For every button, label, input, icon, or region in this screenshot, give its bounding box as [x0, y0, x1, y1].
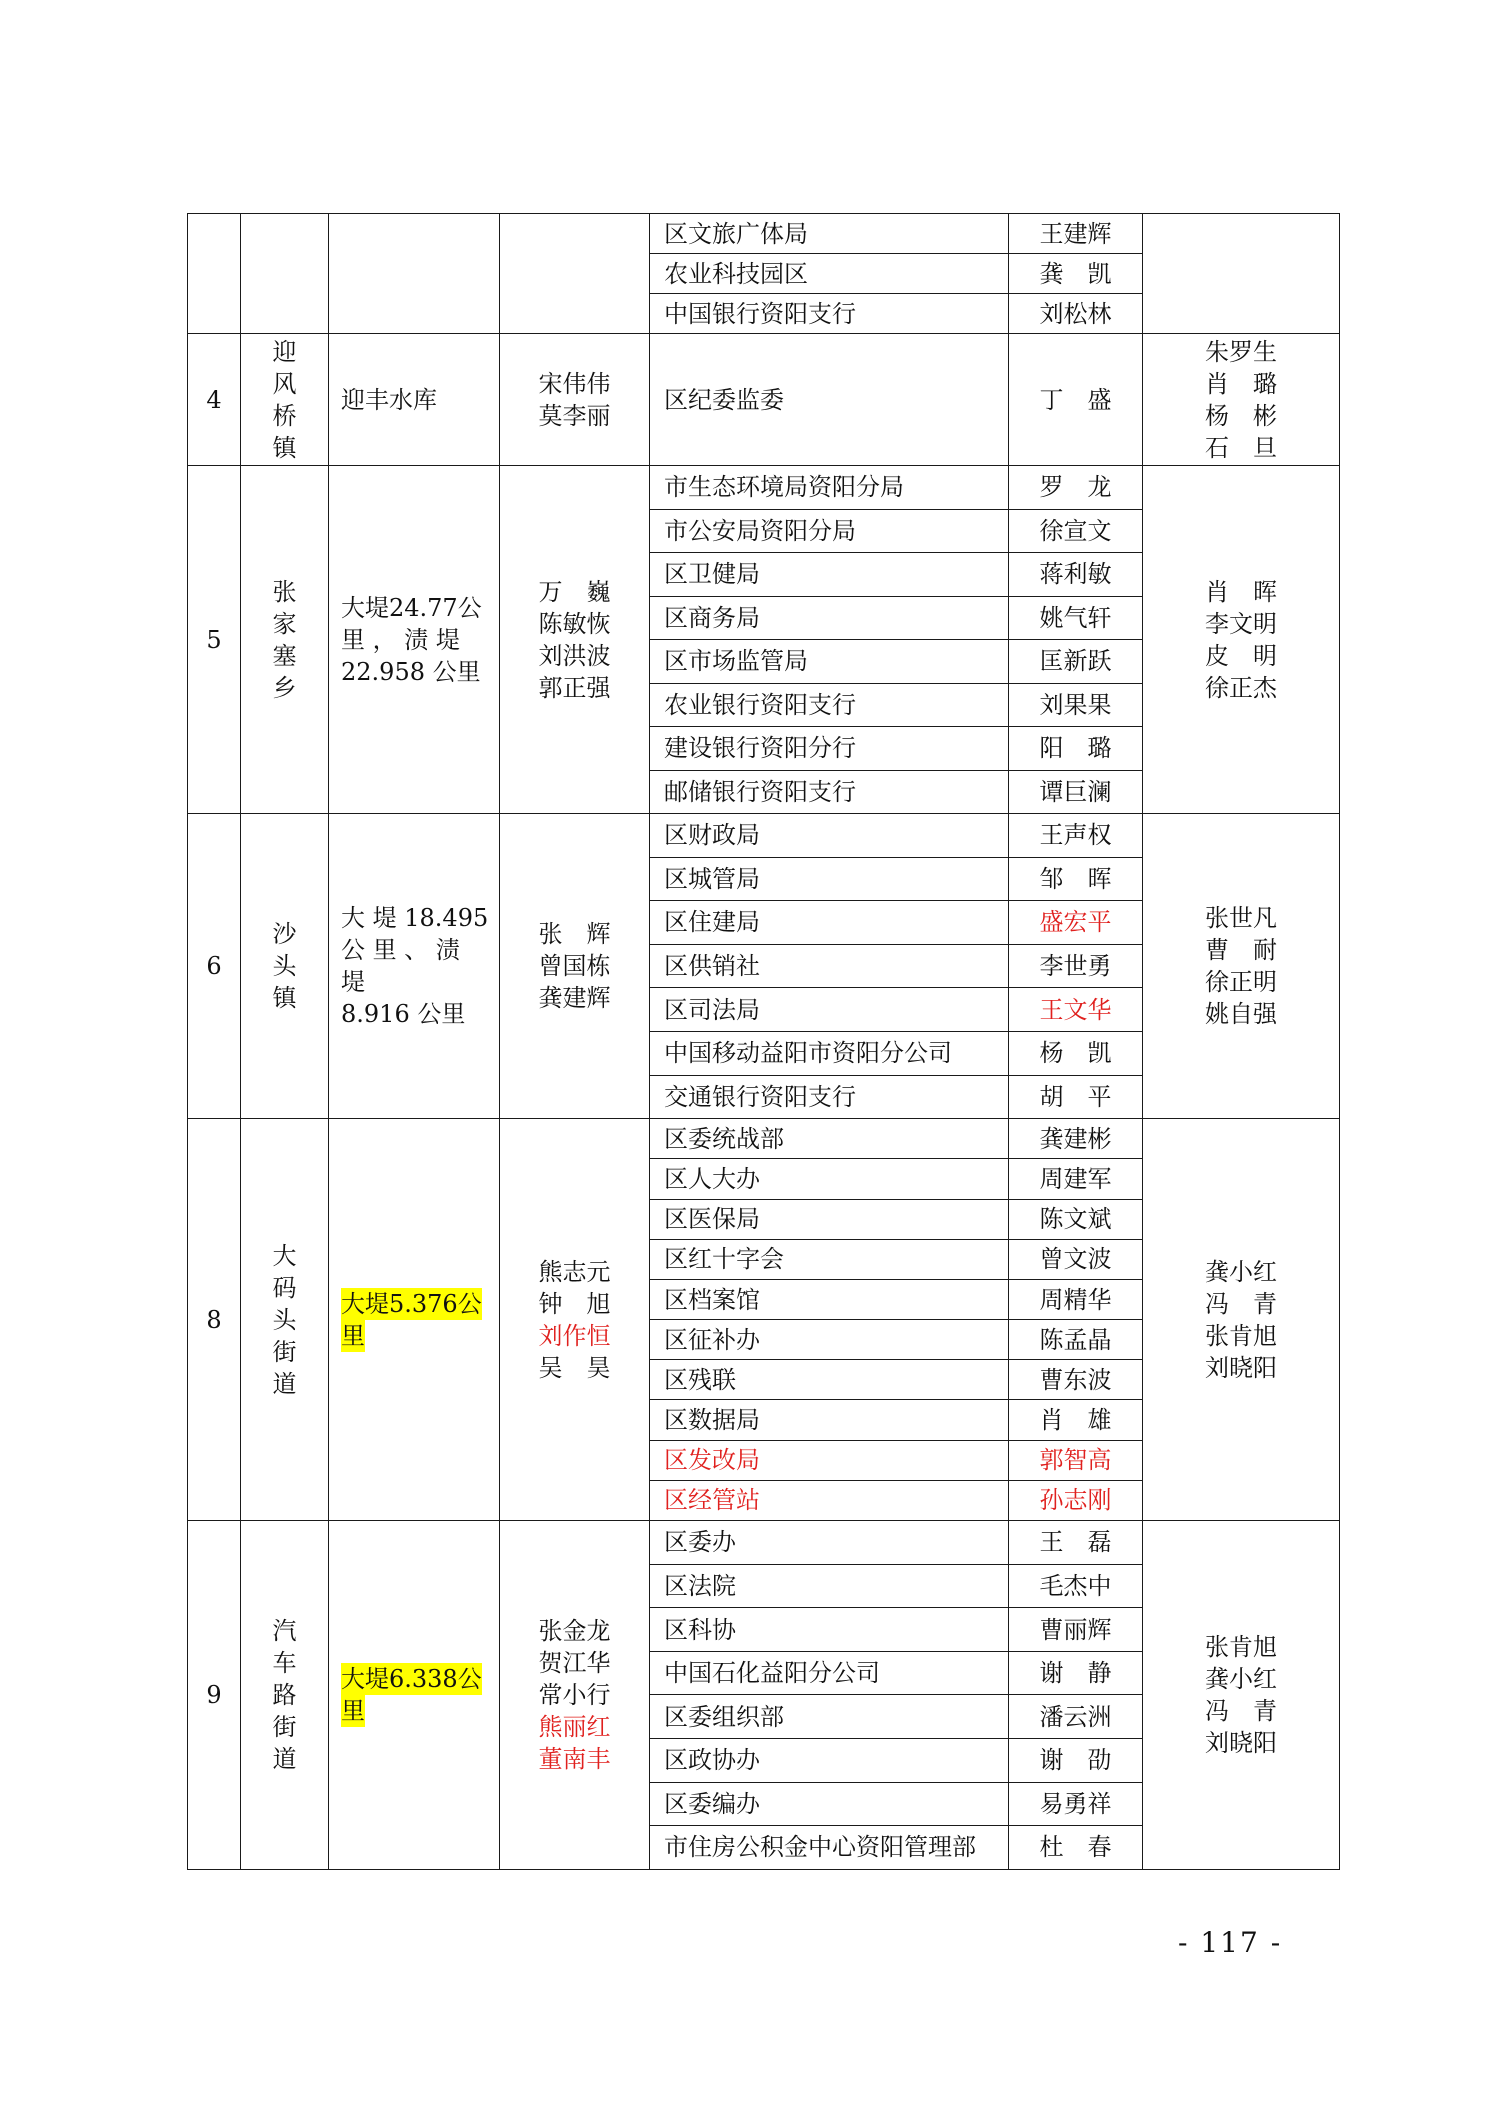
town-char: 风 [272, 369, 297, 398]
serial-number-cell: 5 [188, 466, 241, 814]
unit-name-cell: 区数据局 [650, 1400, 1009, 1440]
dike-length-line: 8.916 公里 [341, 1000, 466, 1029]
leader-name: 陈敏恢 [538, 609, 611, 638]
responsible-name: 皮 明 [1205, 641, 1277, 670]
unit-name-cell: 区残联 [650, 1360, 1009, 1400]
dike-length-line: 大堤5.376公 [341, 1289, 482, 1318]
responsible-name: 曹 耐 [1205, 936, 1277, 965]
unit-person-cell: 姚气轩 [1009, 596, 1143, 640]
town-char: 头 [272, 952, 297, 981]
leader-name: 董南丰 [538, 1744, 611, 1773]
unit-name-cell: 农业银行资阳支行 [650, 683, 1009, 727]
unit-name-cell: 区征补办 [650, 1320, 1009, 1360]
leader-name: 莫李丽 [538, 401, 611, 430]
town-cell [241, 1119, 329, 1521]
leader-name: 吴 昊 [538, 1353, 611, 1382]
responsible-name: 李文明 [1205, 609, 1277, 638]
serial-number-cell: 8 [188, 1119, 241, 1521]
responsible-name: 张世凡 [1205, 904, 1277, 933]
responsible-cell [1143, 1119, 1340, 1521]
serial-number-cell [188, 214, 241, 334]
dike-length-line: 22.958 公里 [341, 657, 481, 686]
leader-name: 刘洪波 [538, 641, 611, 670]
unit-name-cell: 区住建局 [650, 901, 1009, 945]
leader-cell [500, 814, 650, 1119]
unit-name-cell: 区经管站 [650, 1480, 1009, 1520]
leader-name: 常小行 [538, 1680, 611, 1709]
unit-name-cell: 区卫健局 [650, 553, 1009, 597]
dike-length-line: 大堤6.338公 [341, 1664, 482, 1693]
dike-length-line: 大堤24.77公 [341, 593, 482, 622]
responsible-name: 张肯旭 [1205, 1632, 1277, 1661]
serial-number-cell: 6 [188, 814, 241, 1119]
unit-name-cell: 农业科技园区 [650, 254, 1009, 294]
unit-name-cell: 中国石化益阳分公司 [650, 1651, 1009, 1695]
unit-name-cell: 市住房公积金中心资阳管理部 [650, 1826, 1009, 1870]
responsible-cell [1143, 1521, 1340, 1870]
unit-person-cell: 罗 龙 [1009, 466, 1143, 510]
unit-person-cell: 谢 静 [1009, 1651, 1143, 1695]
unit-person-cell: 王 磊 [1009, 1521, 1143, 1565]
unit-person-cell: 丁 盛 [1009, 334, 1143, 466]
unit-name-cell: 区市场监管局 [650, 640, 1009, 684]
unit-name-cell: 区纪委监委 [650, 334, 1009, 466]
leader-name: 郭正强 [538, 673, 611, 702]
town-cell [241, 1521, 329, 1870]
unit-name-cell: 区档案馆 [650, 1279, 1009, 1319]
unit-person-cell: 谢 劭 [1009, 1739, 1143, 1783]
unit-person-cell: 邹 晖 [1009, 857, 1143, 901]
town-char: 车 [272, 1648, 297, 1677]
dike-length-cell [329, 814, 500, 1119]
unit-person-cell: 谭巨澜 [1009, 770, 1143, 814]
unit-name-cell: 区委编办 [650, 1782, 1009, 1826]
town-char: 桥 [272, 401, 297, 430]
responsible-name: 肖 晖 [1205, 577, 1277, 606]
town-char: 大 [272, 1241, 297, 1270]
leader-name: 钟 旭 [538, 1289, 611, 1318]
town-char: 码 [272, 1273, 297, 1302]
dike-length-cell [329, 1119, 500, 1521]
unit-name-cell: 区财政局 [650, 814, 1009, 858]
unit-person-cell: 曾文波 [1009, 1239, 1143, 1279]
unit-person-cell: 盛宏平 [1009, 901, 1143, 945]
unit-person-cell: 阳 璐 [1009, 727, 1143, 771]
unit-name-cell: 区城管局 [650, 857, 1009, 901]
responsible-name: 徐正明 [1205, 968, 1277, 997]
town-char: 家 [272, 609, 297, 638]
dike-length-line: 里 ， 渍 堤 [341, 625, 460, 654]
leader-name: 贺江华 [538, 1648, 611, 1677]
unit-name-cell: 区发改局 [650, 1440, 1009, 1480]
unit-name-cell: 区红十字会 [650, 1239, 1009, 1279]
dike-length-cell [329, 214, 500, 334]
town-cell [241, 334, 329, 466]
town-char: 道 [272, 1369, 297, 1398]
unit-person-cell: 曹丽辉 [1009, 1608, 1143, 1652]
unit-name-cell: 建设银行资阳分行 [650, 727, 1009, 771]
unit-name-cell: 区委办 [650, 1521, 1009, 1565]
town-char: 镇 [272, 984, 297, 1013]
unit-name-cell: 区文旅广体局 [650, 214, 1009, 254]
leader-name: 张 辉 [538, 920, 611, 949]
unit-name-cell: 区科协 [650, 1608, 1009, 1652]
responsible-name: 刘晓阳 [1205, 1353, 1277, 1382]
responsible-cell [1143, 214, 1340, 334]
unit-name-cell: 区医保局 [650, 1199, 1009, 1239]
unit-person-cell: 陈孟晶 [1009, 1320, 1143, 1360]
town-char: 头 [272, 1305, 297, 1334]
leader-cell [500, 214, 650, 334]
unit-person-cell: 郭智高 [1009, 1440, 1143, 1480]
leader-cell [500, 1119, 650, 1521]
unit-person-cell: 周建军 [1009, 1159, 1143, 1199]
unit-name-cell: 区供销社 [650, 944, 1009, 988]
unit-person-cell: 易勇祥 [1009, 1782, 1143, 1826]
leader-name: 万 巍 [538, 577, 611, 606]
responsible-name: 冯 青 [1205, 1696, 1277, 1725]
town-char: 汽 [272, 1616, 297, 1645]
unit-person-cell: 毛杰中 [1009, 1564, 1143, 1608]
unit-name-cell: 交通银行资阳支行 [650, 1075, 1009, 1119]
unit-person-cell: 龚 凯 [1009, 254, 1143, 294]
serial-number-cell: 4 [188, 334, 241, 466]
unit-person-cell: 刘松林 [1009, 294, 1143, 334]
town-char: 塞 [272, 641, 297, 670]
unit-person-cell: 刘果果 [1009, 683, 1143, 727]
responsible-cell [1143, 814, 1340, 1119]
unit-name-cell: 区政协办 [650, 1739, 1009, 1783]
leader-name: 宋伟伟 [538, 369, 611, 398]
leader-name: 龚建辉 [538, 984, 611, 1013]
unit-person-cell: 陈文斌 [1009, 1199, 1143, 1239]
dike-length-line: 里 [341, 1321, 365, 1350]
unit-person-cell: 杜 春 [1009, 1826, 1143, 1870]
unit-person-cell: 王建辉 [1009, 214, 1143, 254]
dike-length-line: 公 里 、 渍 堤 [341, 936, 460, 997]
serial-number-cell: 9 [188, 1521, 241, 1870]
town-char: 镇 [272, 433, 297, 462]
table-row [188, 466, 1340, 510]
assignment-table [187, 213, 1340, 1870]
responsible-name: 徐正杰 [1205, 673, 1277, 702]
responsible-cell [1143, 334, 1340, 466]
leader-cell [500, 466, 650, 814]
responsible-name: 朱罗生 [1205, 337, 1277, 366]
dike-length-cell [329, 466, 500, 814]
table-row [188, 334, 1340, 466]
leader-name: 曾国栋 [538, 952, 611, 981]
responsible-name: 龚小红 [1205, 1664, 1277, 1693]
unit-person-cell: 孙志刚 [1009, 1480, 1143, 1520]
responsible-name: 姚自强 [1205, 1000, 1277, 1029]
town-char: 路 [272, 1680, 297, 1709]
unit-person-cell: 周精华 [1009, 1279, 1143, 1319]
responsible-name: 杨 彬 [1205, 401, 1277, 430]
town-char: 街 [272, 1337, 297, 1366]
leader-name: 张金龙 [538, 1616, 611, 1645]
unit-name-cell: 区委组织部 [650, 1695, 1009, 1739]
unit-name-cell: 中国银行资阳支行 [650, 294, 1009, 334]
unit-name-cell: 市公安局资阳分局 [650, 509, 1009, 553]
town-char: 道 [272, 1744, 297, 1773]
unit-name-cell: 区法院 [650, 1564, 1009, 1608]
responsible-name: 龚小红 [1205, 1257, 1277, 1286]
responsible-name: 冯 青 [1205, 1289, 1277, 1318]
leader-name: 熊志元 [538, 1257, 611, 1286]
town-cell [241, 466, 329, 814]
unit-name-cell: 区人大办 [650, 1159, 1009, 1199]
town-cell [241, 814, 329, 1119]
unit-person-cell: 王声权 [1009, 814, 1143, 858]
unit-name-cell: 市生态环境局资阳分局 [650, 466, 1009, 510]
unit-person-cell: 杨 凯 [1009, 1031, 1143, 1075]
leader-name: 熊丽红 [538, 1712, 611, 1741]
leader-cell [500, 1521, 650, 1870]
responsible-name: 张肯旭 [1205, 1321, 1277, 1350]
table-row [188, 1521, 1340, 1565]
responsible-name: 肖 璐 [1205, 369, 1277, 398]
dike-length-line: 大 堤 18.495 [341, 904, 489, 933]
responsible-cell [1143, 466, 1340, 814]
unit-name-cell: 中国移动益阳市资阳分公司 [650, 1031, 1009, 1075]
unit-person-cell: 蒋利敏 [1009, 553, 1143, 597]
unit-person-cell: 李世勇 [1009, 944, 1143, 988]
table-row [188, 1119, 1340, 1159]
town-char: 沙 [272, 920, 297, 949]
unit-person-cell: 曹东波 [1009, 1360, 1143, 1400]
table-row [188, 814, 1340, 858]
unit-person-cell: 王文华 [1009, 988, 1143, 1032]
town-char: 张 [272, 577, 297, 606]
unit-person-cell: 潘云洲 [1009, 1695, 1143, 1739]
dike-length-cell [329, 334, 500, 466]
town-char: 迎 [272, 337, 297, 366]
unit-name-cell: 区委统战部 [650, 1119, 1009, 1159]
unit-name-cell: 区商务局 [650, 596, 1009, 640]
page-number: - 117 - [1178, 1926, 1283, 1959]
town-char: 街 [272, 1712, 297, 1741]
unit-name-cell: 区司法局 [650, 988, 1009, 1032]
unit-person-cell: 胡 平 [1009, 1075, 1143, 1119]
dike-length-line: 迎丰水库 [341, 385, 437, 414]
dike-length-line: 里 [341, 1696, 365, 1725]
unit-person-cell: 肖 雄 [1009, 1400, 1143, 1440]
unit-name-cell: 邮储银行资阳支行 [650, 770, 1009, 814]
dike-length-cell [329, 1521, 500, 1870]
unit-person-cell: 徐宣文 [1009, 509, 1143, 553]
leader-name: 刘作恒 [538, 1321, 611, 1350]
unit-person-cell: 龚建彬 [1009, 1119, 1143, 1159]
responsible-name: 石 旦 [1205, 433, 1277, 462]
leader-cell [500, 334, 650, 466]
town-cell [241, 214, 329, 334]
town-char: 乡 [272, 673, 297, 702]
responsible-name: 刘晓阳 [1205, 1728, 1277, 1757]
unit-person-cell: 匡新跃 [1009, 640, 1143, 684]
table-row [188, 214, 1340, 254]
